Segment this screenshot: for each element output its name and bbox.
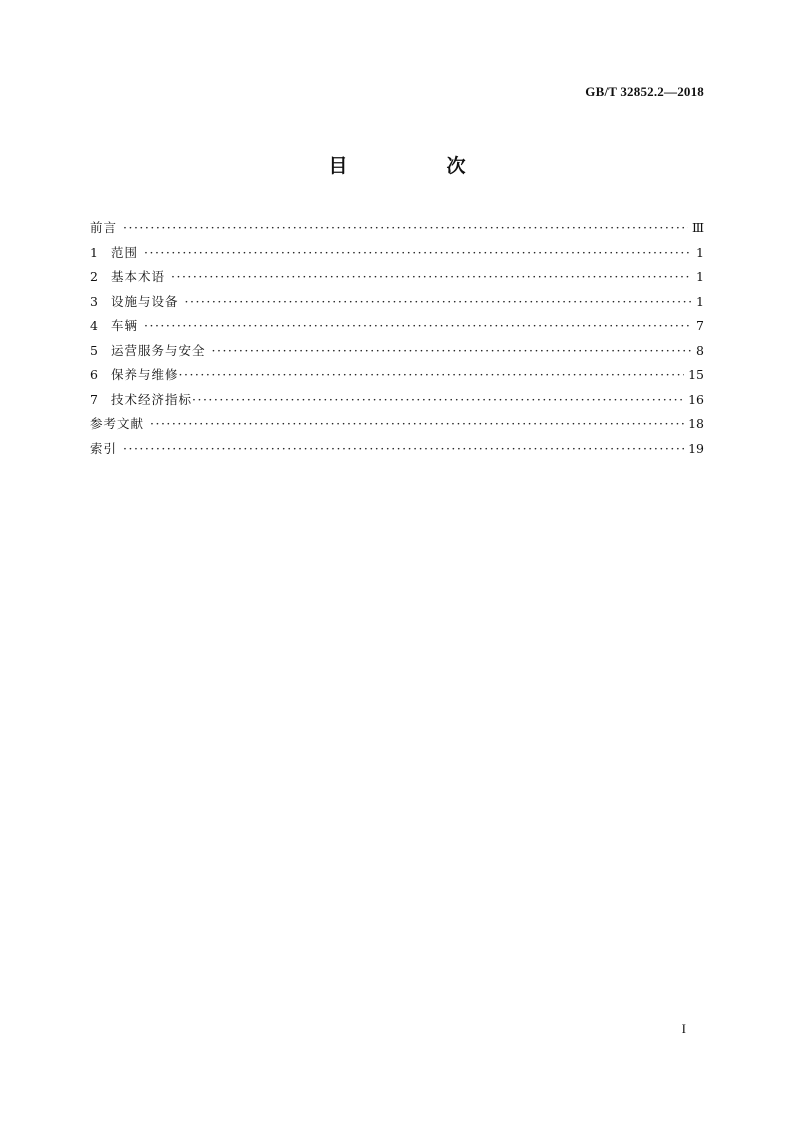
toc-entry-operation-service-safety[interactable] (90, 339, 704, 364)
toc-entry-index[interactable] (90, 437, 704, 462)
page-number: I (681, 1021, 686, 1036)
toc-leader-dots (123, 216, 688, 241)
toc-entry-page: 19 (688, 440, 704, 456)
toc-entry-facilities-equipment[interactable] (90, 290, 704, 315)
toc-entry-page: 8 (696, 342, 704, 358)
toc-entry-label: 基本术语 (111, 269, 166, 284)
toc-entry-label: 设施与设备 (111, 293, 179, 309)
toc-entry-label: 范围 (111, 244, 139, 260)
toc-entry-label: 保养与维修 (111, 367, 179, 382)
toc-leader-dots (171, 265, 692, 290)
toc-leader-dots (185, 290, 692, 315)
toc-entry-number: 3 (90, 293, 98, 309)
toc-leader-dots (192, 388, 684, 413)
toc-entry-page: 1 (696, 269, 704, 284)
toc-entry-label: 运营服务与安全 (111, 342, 206, 358)
toc-title: 目 次 (328, 155, 506, 177)
toc-entry-technical-economic-indicators[interactable] (90, 388, 704, 413)
table-of-contents (90, 216, 704, 461)
toc-entry-bibliography[interactable] (90, 412, 704, 437)
toc-leader-dots (212, 339, 692, 364)
toc-leader-dots (123, 437, 684, 462)
toc-entry-number: 2 (90, 269, 98, 284)
toc-leader-dots (144, 314, 692, 339)
toc-leader-dots (179, 363, 685, 388)
toc-leader-dots (150, 412, 684, 437)
toc-entry-page: 16 (688, 391, 704, 407)
toc-entry-label: 车辆 (111, 318, 139, 333)
toc-entry-label: 技术经济指标 (111, 391, 193, 407)
toc-entry-label: 前言 (90, 220, 118, 235)
toc-entry-label: 参考文献 (90, 416, 145, 431)
toc-entry-vehicles[interactable] (90, 314, 704, 339)
toc-entry-page: 1 (696, 244, 704, 260)
toc-entry-page: 15 (688, 367, 704, 382)
toc-entry-number: 7 (90, 391, 98, 407)
toc-entry-number: 4 (90, 318, 98, 333)
toc-entry-label: 索引 (90, 440, 118, 456)
toc-entry-scope[interactable] (90, 241, 704, 266)
toc-entry-page: 7 (696, 318, 704, 333)
toc-entry-page: Ⅲ (691, 220, 704, 235)
toc-entry-number: 6 (90, 367, 98, 382)
toc-entry-number: 5 (90, 342, 98, 358)
toc-entry-number: 1 (90, 244, 98, 260)
toc-leader-dots (144, 241, 692, 266)
toc-entry-foreword[interactable] (90, 216, 704, 241)
toc-entry-page: 1 (696, 293, 704, 309)
standard-number: GB/T 32852.2—2018 (585, 84, 704, 99)
toc-entry-maintenance-repair[interactable] (90, 363, 704, 388)
toc-entry-basic-terms[interactable] (90, 265, 704, 290)
toc-entry-page: 18 (688, 416, 704, 431)
